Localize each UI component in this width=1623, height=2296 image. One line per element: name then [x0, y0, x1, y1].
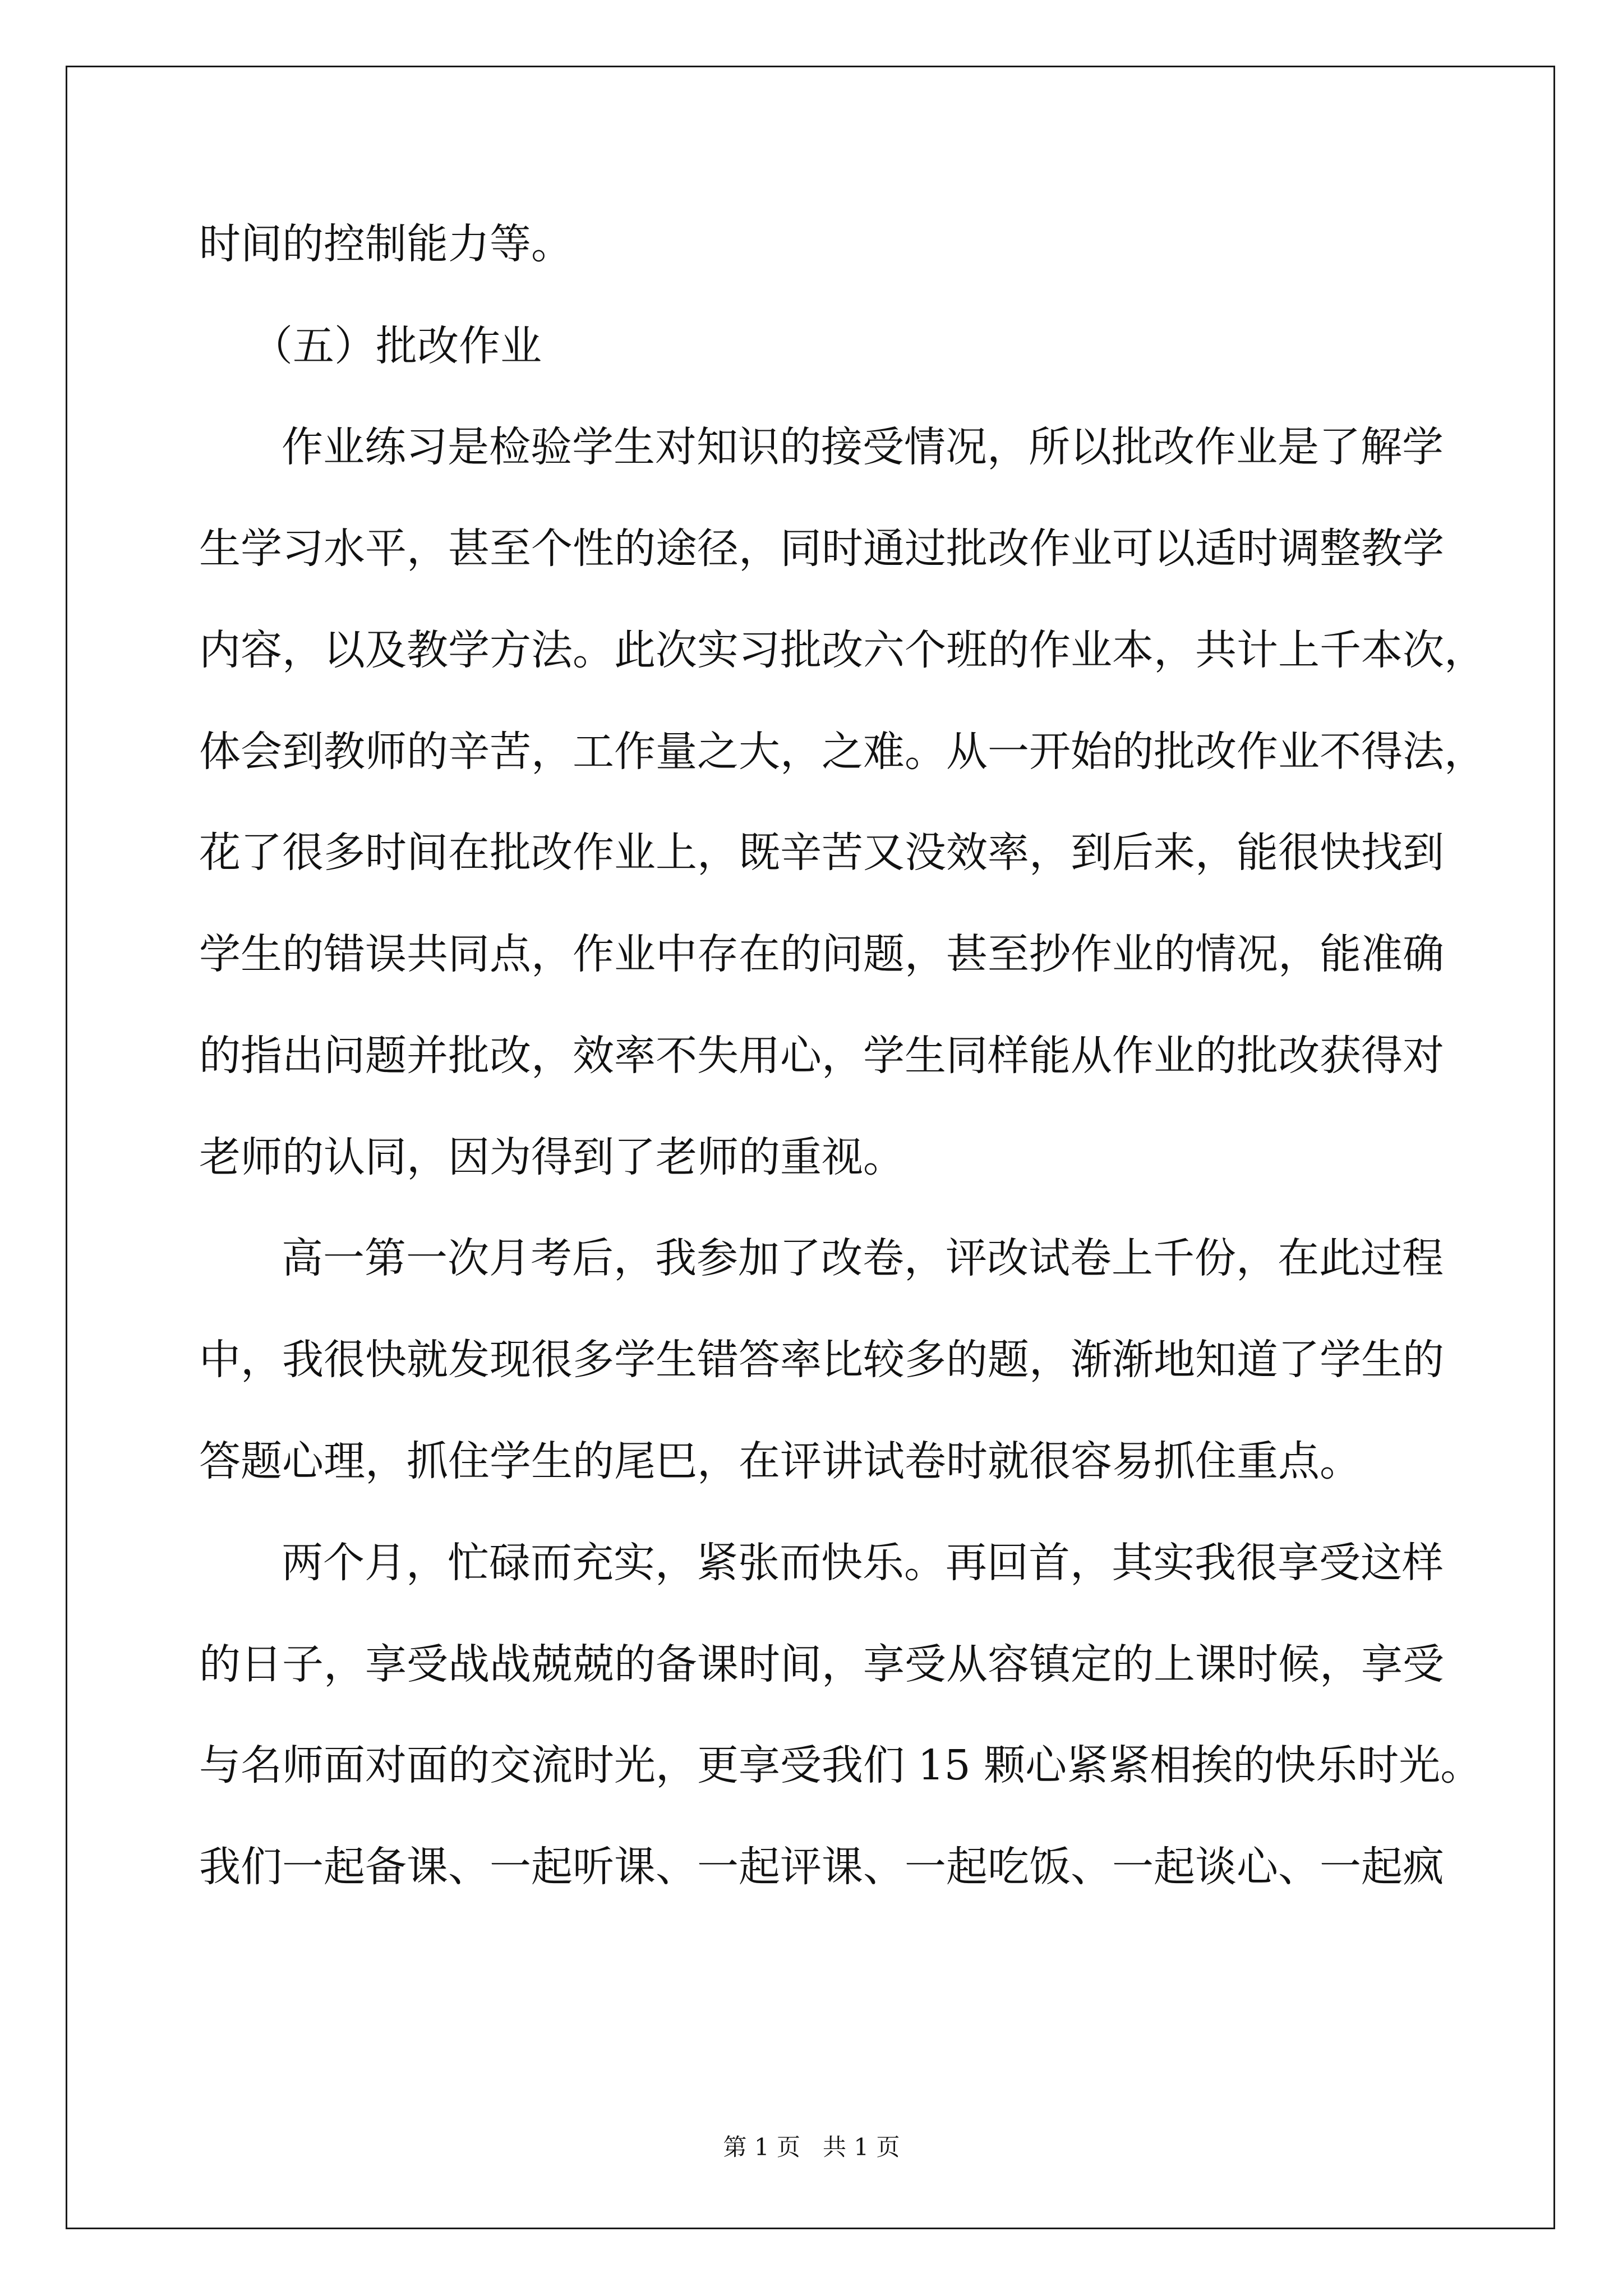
paragraph-line: 与名师面对面的交流时光，更享受我们 15 颗心紧紧相挨的快乐时光。: [199, 1741, 1482, 1789]
section-heading: （五）批改作业: [251, 322, 542, 370]
paragraph-line: 花了很多时间在批改作业上，既辛苦又没效率，到后来，能很快找到: [199, 829, 1444, 877]
paragraph-line: 的日子，享受战战兢兢的备课时间，享受从容镇定的上课时候，享受: [199, 1640, 1444, 1688]
paragraph-line: 高一第一次月考后，我参加了改卷，评改试卷上千份，在此过程: [282, 1234, 1444, 1282]
paragraph-line: 内容，以及教学方法。此次实习批改六个班的作业本，共计上千本次，: [199, 626, 1486, 674]
paragraph-line: 作业练习是检验学生对知识的接受情况，所以批改作业是了解学: [282, 423, 1444, 471]
paragraph-line: 生学习水平，甚至个性的途径，同时通过批改作业可以适时调整教学: [199, 524, 1444, 573]
paragraph-line: 时间的控制能力等。: [199, 220, 573, 268]
paragraph-line: 我们一起备课、一起听课、一起评课、一起吃饭、一起谈心、一起疯: [199, 1843, 1444, 1891]
paragraph-line: 学生的错误共同点，作业中存在的问题，甚至抄作业的情况，能准确: [199, 930, 1444, 978]
page-number-footer: 第 1 页 共 1 页: [723, 2133, 900, 2161]
paragraph-line: 两个月，忙碌而充实，紧张而快乐。再回首，其实我很享受这样: [282, 1539, 1444, 1587]
paragraph-line: 中，我很快就发现很多学生错答率比较多的题，渐渐地知道了学生的: [199, 1336, 1444, 1384]
paragraph-line: 老师的认同，因为得到了老师的重视。: [199, 1133, 905, 1181]
paragraph-line: 体会到教师的辛苦，工作量之大，之难。从一开始的批改作业不得法，: [199, 728, 1486, 776]
paragraph-line: 答题心理，抓住学生的尾巴，在评讲试卷时就很容易抓住重点。: [199, 1437, 1361, 1485]
paragraph-line: 的指出问题并批改，效率不失用心，学生同样能从作业的批改获得对: [199, 1032, 1444, 1080]
